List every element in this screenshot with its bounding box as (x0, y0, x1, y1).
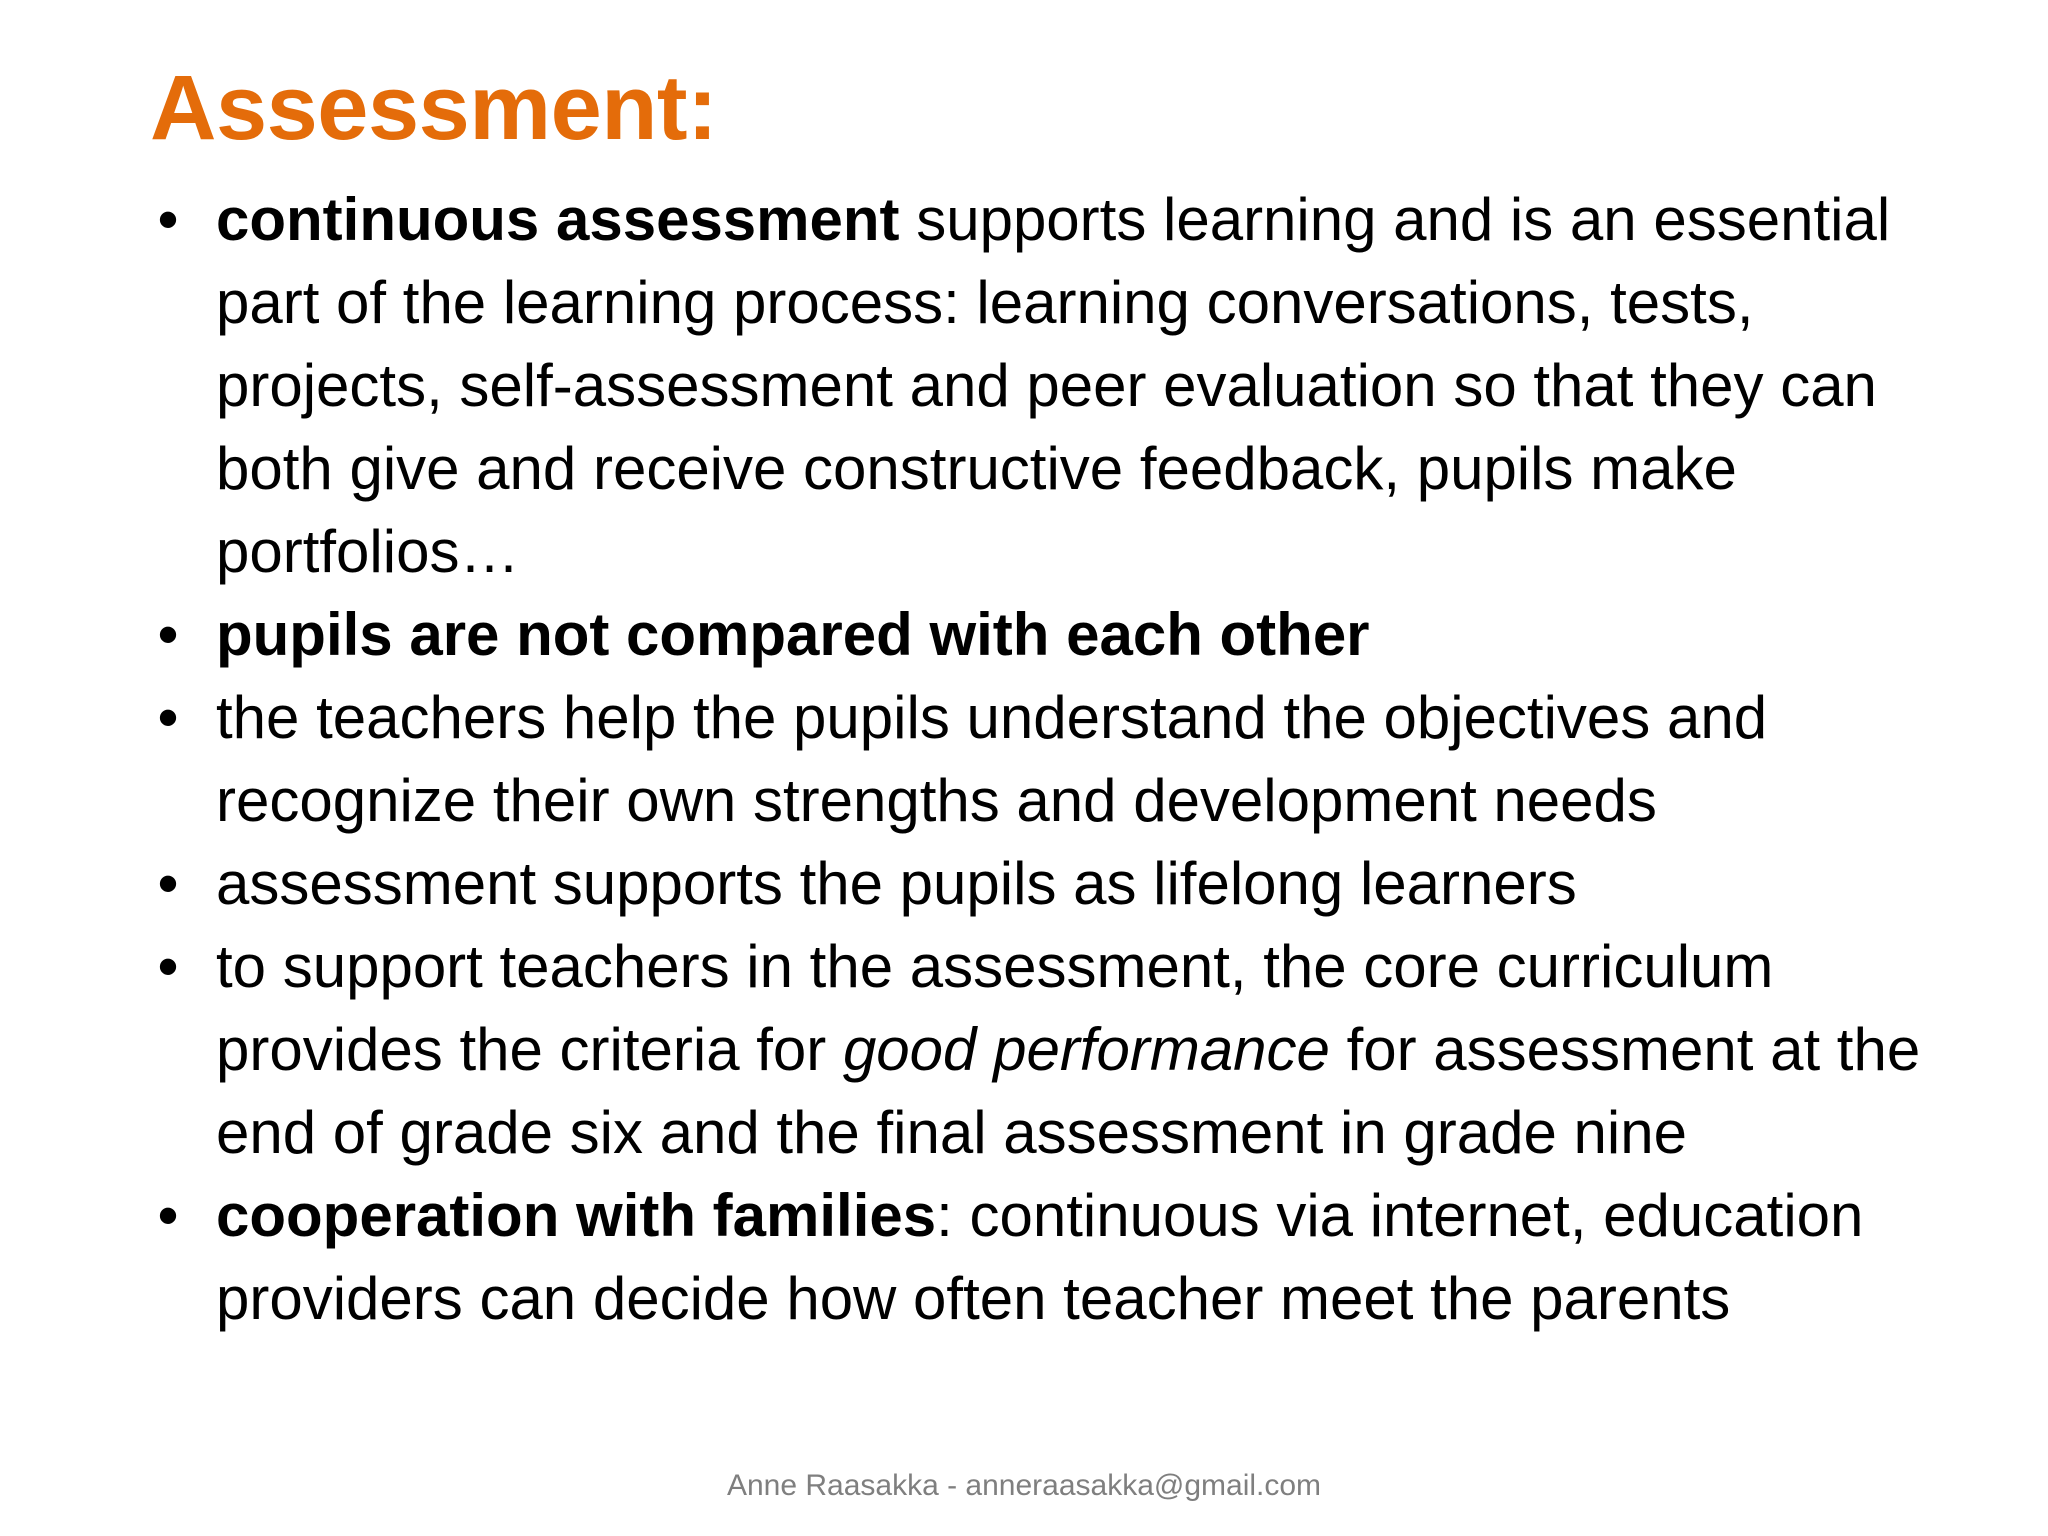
list-item (148, 1174, 1948, 1340)
bullet-text: the teachers help the pupils understand the objectives and recognize their own strengths and development needs (216, 684, 1768, 834)
list-item (148, 676, 1948, 842)
bullet-text-after: for assessment at the end of grade six and the final assessment in grade nine (216, 1016, 1921, 1166)
bullet-text: assessment supports the pupils as lifelong learners (216, 850, 1577, 917)
bullet-icon: • (157, 850, 179, 917)
bullet-text: : continuous via internet, education providers can decide how often teacher meet the parents (216, 1182, 1864, 1332)
bullet-strong-text: continuous assessment (216, 186, 900, 253)
list-item (148, 593, 1948, 676)
bullet-icon: • (157, 684, 179, 751)
list-item (148, 925, 1948, 1174)
bullet-text-before: to support teachers in the assessment, the core curriculum provides the criteria for (216, 933, 1774, 1083)
bullet-icon: • (157, 933, 179, 1000)
bullet-list (148, 178, 1948, 1340)
bullet-strong-text: cooperation with families (216, 1182, 937, 1249)
slide-title: Assessment: (150, 57, 718, 159)
bullet-emphasis-text: good performance (842, 1016, 1330, 1083)
bullet-text: supports learning and is an essential part of the learning process: learning conversations, tests, projects, self-assessment and peer evaluation so that they can both give and receive constructive feedback, pupils make portfolios… (216, 186, 1891, 585)
list-item (148, 178, 1948, 593)
list-item (148, 842, 1948, 925)
bullet-icon: • (157, 186, 179, 253)
bullet-icon: • (157, 1182, 179, 1249)
bullet-icon: • (157, 601, 179, 668)
bullet-strong-text: pupils are not compared with each other (216, 601, 1370, 668)
footer-credit: Anne Raasakka - anneraasakka@gmail.com (726, 1469, 1322, 1502)
